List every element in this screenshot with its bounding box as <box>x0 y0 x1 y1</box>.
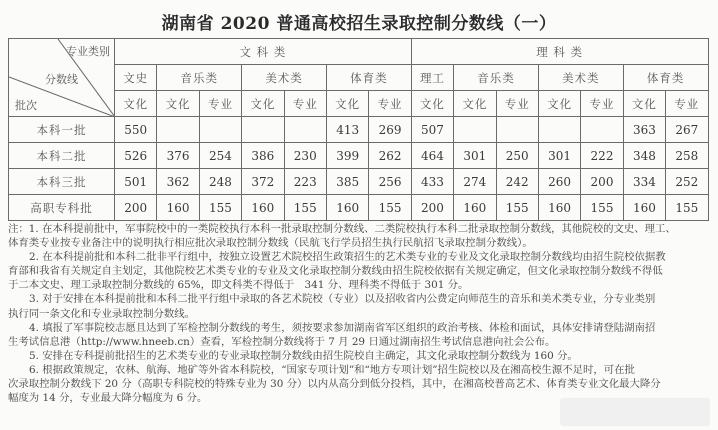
column-header: 文化 <box>454 91 496 117</box>
score-cell <box>284 117 326 143</box>
note-line: 生考试信息港（http://www.hneeb.cn）查看，军检控制分数线将于 7 月 29 日通过湖南招生考试信息港向社会公布。 <box>8 335 556 348</box>
batch-label: 高职专科批 <box>9 195 115 221</box>
column-header: 专业 <box>496 91 538 117</box>
note-line: 幅度为 14 分，专业最大降分幅度为 6 分。 <box>8 392 208 405</box>
subgroup-header: 音乐类 <box>157 65 242 91</box>
subgroup-header: 美术类 <box>242 65 327 91</box>
column-header: 文化 <box>115 91 157 117</box>
batch-label: 本科一批 <box>9 117 115 143</box>
score-cell: 385 <box>326 169 368 195</box>
score-cell: 200 <box>115 195 157 221</box>
subgroup-header: 理工 <box>411 65 453 91</box>
score-axis-label: 分数线 <box>45 73 78 86</box>
score-cell: 550 <box>115 117 157 143</box>
footnotes <box>8 222 713 405</box>
group-header-wenke: 文 科 类 <box>115 39 412 65</box>
score-cell <box>199 117 241 143</box>
score-cell: 250 <box>496 143 538 169</box>
score-cell: 155 <box>666 195 708 221</box>
score-cell <box>454 117 496 143</box>
score-cell: 363 <box>623 117 665 143</box>
score-cell: 200 <box>581 169 623 195</box>
score-cell: 160 <box>623 195 665 221</box>
score-cell: 256 <box>369 169 411 195</box>
score-cell: 464 <box>411 143 453 169</box>
score-cell: 260 <box>538 169 580 195</box>
category-axis-label: 专业类别 <box>66 45 110 58</box>
score-cell: 274 <box>454 169 496 195</box>
subgroup-header: 体育类 <box>623 65 708 91</box>
subgroup-header: 体育类 <box>326 65 411 91</box>
column-header: 专业 <box>369 91 411 117</box>
score-cell: 262 <box>369 143 411 169</box>
table-row <box>9 117 709 143</box>
column-header: 文化 <box>326 91 368 117</box>
column-header: 专业 <box>284 91 326 117</box>
score-cell <box>538 117 580 143</box>
score-cell: 399 <box>326 143 368 169</box>
column-header: 文化 <box>623 91 665 117</box>
note-line: 于二本文史、理工录取控制分数线的 65%，即文科类不得低于 341 分、理科类不得低于 301 分。 <box>8 279 469 292</box>
score-cell: 160 <box>454 195 496 221</box>
column-header: 专业 <box>199 91 241 117</box>
column-header: 专业 <box>666 91 708 117</box>
score-cell: 301 <box>538 143 580 169</box>
column-header: 文化 <box>538 91 580 117</box>
batch-label: 本科二批 <box>9 143 115 169</box>
page-title: 湖南省 2020 普通高校招生录取控制分数线（一） <box>161 14 557 34</box>
note-line: 体育类专业按专业备注中的说明执行相应批次录取控制分数线（民航飞行学员招生执行民航招飞录取控制分数线）。 <box>8 237 533 250</box>
score-cell: 155 <box>284 195 326 221</box>
score-cell: 254 <box>199 143 241 169</box>
score-cell: 348 <box>623 143 665 169</box>
score-cell: 526 <box>115 143 157 169</box>
score-cell: 376 <box>157 143 199 169</box>
note-line: 2. 在本科提前批和本科二批非平行组中，按独立设置艺术院校招生政策招生的艺术类专业的专业及文化录取控制分数线均由招生院校依据教 <box>29 251 666 264</box>
subgroup-header: 音乐类 <box>454 65 539 91</box>
note-line: 3. 对于安排在本科提前批和本科二批平行组中录取的各艺术院校（专业）以及招收省内公费定向师范生的音乐和美术类专业，分专业类别 <box>29 293 656 306</box>
batch-label: 本科三批 <box>9 169 115 195</box>
subgroup-header: 美术类 <box>538 65 623 91</box>
score-cell: 200 <box>411 195 453 221</box>
score-cell: 501 <box>115 169 157 195</box>
score-cell: 155 <box>496 195 538 221</box>
score-cell: 252 <box>666 169 708 195</box>
score-cell: 155 <box>199 195 241 221</box>
score-cell <box>581 117 623 143</box>
score-cell: 160 <box>538 195 580 221</box>
column-header: 文化 <box>242 91 284 117</box>
group-header-like: 理 科 类 <box>411 39 708 65</box>
batch-axis-label: 批次 <box>15 99 37 112</box>
score-cell: 160 <box>242 195 284 221</box>
score-cell: 160 <box>326 195 368 221</box>
score-cell <box>496 117 538 143</box>
note-line: 育部和我省有关规定自主划定，其他院校艺术类专业的专业及文化录取控制分数线由招生院校依据有关规定确定，但文化录取控制分数线不得低 <box>8 265 663 278</box>
score-cell: 258 <box>666 143 708 169</box>
score-cell: 223 <box>284 169 326 195</box>
score-cell: 413 <box>326 117 368 143</box>
column-header: 文化 <box>157 91 199 117</box>
score-cell: 269 <box>369 117 411 143</box>
note-line: 5. 安排在专科提前批招生的艺术类专业的专业录取控制分数线由招生院校自主确定，其文化录取控制分数线为 160 分。 <box>29 349 578 362</box>
score-table <box>8 38 709 221</box>
table-row <box>9 143 709 169</box>
score-cell: 301 <box>454 143 496 169</box>
note-line: 注：1. 在本科提前批中，军事院校中的一类院校执行本科一批录取控制分数线、二类院校执行本科二批录取控制分数线，其他院校的文史、理工、 <box>8 223 676 235</box>
watermark <box>560 398 710 426</box>
score-cell: 334 <box>623 169 665 195</box>
score-cell: 362 <box>157 169 199 195</box>
score-cell: 372 <box>242 169 284 195</box>
score-cell <box>157 117 199 143</box>
score-cell: 155 <box>369 195 411 221</box>
note-line: 次录取控制分数线下 20 分（高职专科院校的特殊专业为 30 分）以内从高分到低分投档，其中，在湘高校普高艺术、体育类专业文化最大降分 <box>8 378 661 391</box>
score-cell: 230 <box>284 143 326 169</box>
score-cell: 507 <box>411 117 453 143</box>
note-line: 执行同一条文化和专业录取控制分数线。 <box>8 307 196 320</box>
subgroup-header: 文史 <box>115 65 157 91</box>
score-cell: 248 <box>199 169 241 195</box>
score-cell <box>242 117 284 143</box>
column-header: 专业 <box>581 91 623 117</box>
note-line: 4. 填报了军事院校志愿且达到了军检控制分数线的考生，须按要求参加湖南省军区组织的政治考核、体检和面试，具体安排请登陆湖南招 <box>29 321 656 334</box>
table-row <box>9 169 709 195</box>
table-row <box>9 195 709 221</box>
score-cell: 386 <box>242 143 284 169</box>
score-cell: 242 <box>496 169 538 195</box>
score-cell: 222 <box>581 143 623 169</box>
score-cell: 267 <box>666 117 708 143</box>
score-cell: 160 <box>157 195 199 221</box>
note-line: 6. 根据政策规定，农林、航海、地矿等外省本科院校，“国家专项计划”和“地方专项计划”招生院校以及在湘高校生源不足时，可在批 <box>29 363 635 376</box>
score-cell: 433 <box>411 169 453 195</box>
score-cell: 155 <box>581 195 623 221</box>
table-corner-header <box>9 39 115 117</box>
column-header: 文化 <box>411 91 453 117</box>
